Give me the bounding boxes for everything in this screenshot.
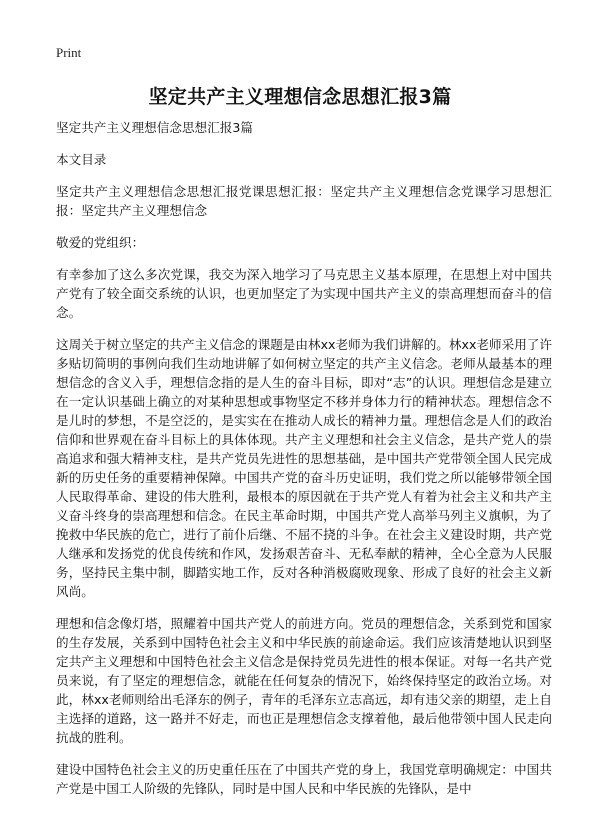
body-paragraph: 这周关于树立坚定的共产主义信念的课题是由林xx老师为我们讲解的。林xx老师采用了许多贴切简明的事例向我们生动地讲解了如何树立坚定的共产主义信念。老师从最基本的理想信念的含义入手，理想信念指的是人生的奋斗目标，即对“志”的认识。理想信念是建立在一定认识基础上确立的对某种思想或事物坚定不移并身体力行的精神状态。理想信念不是儿时的梦想，不是空泛的，是实实在在推动人成长的精神力量。理想信念是人们的政治信仰和世界观在奋斗目标上的具体体现。共产主义理想和社会主义信念，是共产党人的崇高追求和强大精神支柱，是共产党员先进性的思想基础，是中国共产党带领全国人民完成新的历史任务的重要精神保障。中国共产党的奋斗历史证明，我们党之所以能够带领全国人民取得革命、建设的伟大胜利，最根本的原因就在于共产党人有着为社会主义和共产主义奋斗终身的崇高理想和信念。在民主革命时期，中国共产党人高举马列主义旗帜，为了挽救中华民族的危亡，进行了前仆后继、不屈不挠的斗争。在社会主义建设时期，共产党人继承和发扬党的优良传统和作风，发扬艰苦奋斗、无私奉献的精神，全心全意为人民服务，坚持民主集中制，脚踏实地工作，反对各种消极腐败现象、形成了良好的社会主义新风尚。 bbox=[56, 337, 552, 599]
salutation: 敬爱的党组织： bbox=[56, 235, 145, 250]
document-body bbox=[56, 118, 552, 811]
body-paragraph: 建设中国特色社会主义的历史重任压在了中国共产党的身上，我国党章明确规定：中国共产党是中国工人阶级的先锋队，同时是中国人民和中华民族的先锋队，是中 bbox=[56, 762, 552, 796]
toc-heading: 本文目录 bbox=[56, 152, 107, 167]
document-title: 坚定共产主义理想信念思想汇报3篇 bbox=[148, 86, 452, 108]
body-paragraph: 有幸参加了这么多次党课，我交为深入地学习了马克思主义基本原理，在思想上对中国共产党有了较全面交系统的认识，也更加坚定了为实现中国共产主义的崇高理想而奋斗的信念。 bbox=[56, 267, 552, 320]
body-paragraph: 理想和信念像灯塔，照耀着中国共产党人的前进方向。党员的理想信念，关系到党和国家的生存发展，关系到中国特色社会主义和中华民族的前途命运。我们应该清楚地认识到坚定共产主义理想和中国特色社会主义信念是保持党员先进性的根本保证。对每一名共产党员来说，有了坚定的理想信念，就能在任何复杂的情况下，始终保持坚定的政治立场。对此，林xx老师则给出毛泽东的例子，青年的毛泽东立志高远，却有违父亲的期望，走上自主选择的道路，这一路并不好走，而也正是理想信念支撑着他，最后他带领中国人民走向抗战的胜利。 bbox=[56, 616, 552, 745]
print-label: Print bbox=[56, 45, 82, 60]
subtitle-paragraph: 坚定共产主义理想信念思想汇报3篇 bbox=[56, 120, 253, 135]
toc-paragraph: 坚定共产主义理想信念思想汇报党课思想汇报：坚定共产主义理想信念党课学习思想汇报：坚定共产主义理想信念 bbox=[56, 184, 552, 218]
